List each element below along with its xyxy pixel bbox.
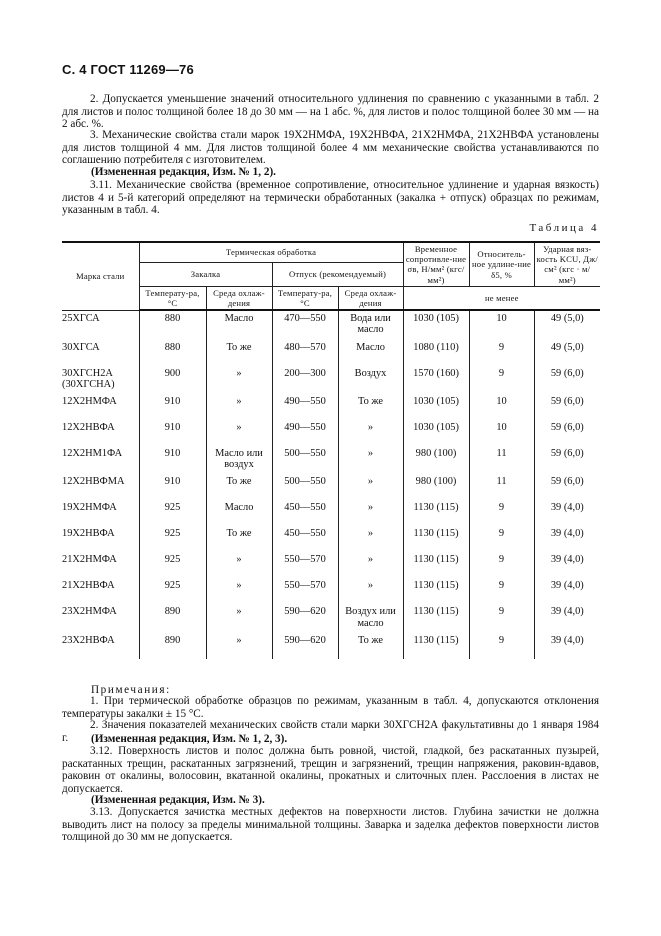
cell-quench-medium: » [206,633,272,659]
cell-elongation: 11 [469,474,534,500]
header-elongation: Относитель-ное удлине-ние δ5, % [469,242,534,286]
cell-quench-temp: 880 [139,340,206,366]
cell-temper-temp: 200—300 [272,366,338,394]
paragraph-3-12: 3.12. Поверхность листов и полос должна быть ровной, чистой, гладкой, без раскатанных пузырей, раскатанных трещин, раскатанных загрязнений, трещин и загрязнений, трещин напряжения, раковин-вдавов, раковин от окалины, волосовин, вкатанной окалины, прокатных и слиточных плен. Расслоения в листах не допускается. [62,745,599,795]
cell-quench-medium: То же [206,526,272,552]
table-row [62,340,600,366]
cell-grade: 30ХГСН2А (30ХГСНА) [62,367,115,390]
cell-quench-medium: » [206,578,272,604]
cell-quench-medium: То же [206,474,272,500]
cell-impact: 39 (4,0) [534,633,600,659]
cell-quench-temp: 925 [139,526,206,552]
cell-temper-medium: Воздух или масло [338,604,403,632]
cell-temper-medium: » [338,526,403,552]
header-impact: Ударная вяз-кость KCU, Дж/см² (кгс · м/мм²) [534,242,600,286]
cell-strength: 1130 (115) [403,526,469,552]
header-quench-temp: Температу-ра, °С [139,286,206,310]
cell-impact: 49 (5,0) [534,310,600,339]
header-quench-medium: Среда охлаж-дения [206,286,272,310]
cell-elongation: 9 [469,633,534,659]
table-row [62,552,600,578]
cell-impact: 39 (4,0) [534,500,600,526]
cell-temper-temp: 490—550 [272,394,338,420]
table-row [62,420,600,446]
cell-grade: 19Х2НВФА [62,528,115,540]
header-tempering: Отпуск (рекомендуемый) [272,262,403,286]
cell-impact: 59 (6,0) [534,366,600,394]
cell-strength: 1130 (115) [403,633,469,659]
cell-temper-medium: » [338,420,403,446]
cell-strength: 1080 (110) [403,340,469,366]
cell-temper-temp: 450—550 [272,526,338,552]
note-2: 2. Значения показателей механических свойств стали марки 30ХГСН2А факультативны до 1 января 1984 г. [62,719,599,744]
cell-grade: 30ХГСА [62,341,100,353]
table-row [62,604,600,632]
cell-quench-temp: 910 [139,394,206,420]
cell-strength: 1030 (105) [403,420,469,446]
table-row [62,633,600,659]
cell-grade: 12Х2НМ1ФА [62,448,123,460]
cell-temper-medium: » [338,474,403,500]
cell-grade: 19Х2НМФА [62,502,117,514]
amendment-note-2: (Измененная редакция, Изм. № 1, 2, 3). [91,733,288,745]
notes-title: Примечания: [91,684,171,696]
cell-strength: 1130 (115) [403,552,469,578]
cell-temper-medium: То же [338,633,403,659]
header-temper-temp: Температу-ра, °С [272,286,338,310]
cell-elongation: 11 [469,446,534,474]
cell-impact: 39 (4,0) [534,604,600,632]
cell-grade: 23Х2НМФА [62,606,117,618]
cell-grade: 25ХГСА [62,312,100,324]
table-row [62,394,600,420]
cell-elongation: 9 [469,578,534,604]
table-row [62,446,600,474]
cell-quench-temp: 910 [139,446,206,474]
cell-quench-temp: 910 [139,420,206,446]
cell-impact: 59 (6,0) [534,474,600,500]
cell-quench-temp: 925 [139,552,206,578]
cell-strength: 980 (100) [403,474,469,500]
cell-strength: 1130 (115) [403,500,469,526]
cell-temper-temp: 500—550 [272,474,338,500]
cell-strength: 1130 (115) [403,578,469,604]
cell-quench-temp: 890 [139,604,206,632]
cell-elongation: 10 [469,420,534,446]
cell-quench-temp: 880 [139,310,206,339]
cell-temper-medium: » [338,446,403,474]
cell-elongation: 9 [469,552,534,578]
header-heat-treatment: Термическая обработка [139,242,403,262]
cell-quench-medium: Масло или воздух [206,446,272,474]
cell-temper-medium: Воздух [338,366,403,394]
cell-elongation: 9 [469,526,534,552]
cell-strength: 1570 (160) [403,366,469,394]
cell-elongation: 9 [469,604,534,632]
cell-elongation: 10 [469,310,534,339]
header-min-values: не менее [403,286,600,310]
cell-impact: 59 (6,0) [534,446,600,474]
cell-temper-medium: Масло [338,340,403,366]
table-row [62,500,600,526]
cell-quench-temp: 925 [139,500,206,526]
note-1: 1. При термической обработке образцов по режимам, указанным в табл. 4, допускаются отклонения температуры закалки ± 15 °С. [62,695,599,720]
table-row [62,526,600,552]
cell-quench-temp: 900 [139,366,206,394]
table-row [62,474,600,500]
table-row [62,366,600,394]
table-row [62,310,600,339]
cell-quench-medium: » [206,604,272,632]
cell-elongation: 9 [469,366,534,394]
cell-grade: 23Х2НВФА [62,634,115,646]
cell-elongation: 10 [469,394,534,420]
cell-quench-medium: Масло [206,500,272,526]
cell-quench-medium: » [206,366,272,394]
cell-strength: 1130 (115) [403,604,469,632]
cell-strength: 1030 (105) [403,394,469,420]
cell-quench-medium: То же [206,340,272,366]
cell-quench-medium: » [206,552,272,578]
cell-temper-medium: » [338,552,403,578]
cell-temper-temp: 550—570 [272,552,338,578]
cell-grade: 12Х2НВФА [62,422,115,434]
cell-temper-medium: » [338,500,403,526]
table-caption: Таблица 4 [529,222,599,234]
cell-impact: 59 (6,0) [534,394,600,420]
cell-grade: 21Х2НВФА [62,580,115,592]
page-header: С. 4 ГОСТ 11269—76 [62,62,194,77]
cell-temper-temp: 450—550 [272,500,338,526]
cell-temper-medium: » [338,578,403,604]
cell-impact: 49 (5,0) [534,340,600,366]
cell-elongation: 9 [469,500,534,526]
cell-quench-temp: 910 [139,474,206,500]
cell-impact: 39 (4,0) [534,526,600,552]
cell-quench-medium: Масло [206,310,272,339]
cell-elongation: 9 [469,340,534,366]
cell-temper-medium: То же [338,394,403,420]
cell-strength: 1030 (105) [403,310,469,339]
header-quenching: Закалка [139,262,272,286]
amendment-note-3: (Измененная редакция, Изм. № 3). [91,794,265,806]
cell-impact: 39 (4,0) [534,578,600,604]
header-strength: Временное сопротивле-ние σв, Н/мм² (кгс/мм²) [403,242,469,286]
paragraph-3-13: 3.13. Допускается зачистка местных дефектов на поверхности листов. Глубина зачистки не должна выводить лист на полосу за пределы минимальной толщины. Заварка и заделка дефектов поверхности листов толщиной до 30 мм не допускается. [62,806,599,844]
cell-temper-temp: 590—620 [272,633,338,659]
cell-temper-temp: 490—550 [272,420,338,446]
table-row [62,578,600,604]
cell-quench-temp: 925 [139,578,206,604]
header-grade: Марка стали [62,242,139,310]
cell-grade: 12Х2НВФМА [62,476,125,488]
paragraph-3: 3. Механические свойства стали марок 19Х2НМФА, 19Х2НВФА, 21Х2НМФА, 21Х2НВФА установлены для листов толщиной 4 мм. Для листов толщиной более 4 мм механические свойства устанавливаются по соглашению потребителя с изготовителем. [62,129,599,167]
cell-strength: 980 (100) [403,446,469,474]
cell-impact: 59 (6,0) [534,420,600,446]
paragraph-3-11: 3.11. Механические свойства (временное сопротивление, относительное удлинение и ударная вязкость) листов 4 и 5-й категорий определяют на термически обработанных (закалка + отпуск) образцах по режимам, указанным в табл. 4. [62,179,599,217]
cell-temper-temp: 590—620 [272,604,338,632]
cell-impact: 39 (4,0) [534,552,600,578]
paragraph-2: 2. Допускается уменьшение значений относительного удлинения по сравнению с указанными в табл. 2 для листов и полос толщиной более 18 до 30 мм — на 1 абс. %, для листов и полос толщиной более 30 мм — на 2 абс. %. [62,93,599,131]
cell-quench-medium: » [206,420,272,446]
cell-grade: 12Х2НМФА [62,396,117,408]
cell-quench-medium: » [206,394,272,420]
cell-quench-temp: 890 [139,633,206,659]
cell-grade: 21Х2НМФА [62,554,117,566]
amendment-note-1: (Измененная редакция, Изм. № 1, 2). [91,166,276,178]
cell-temper-temp: 550—570 [272,578,338,604]
header-temper-medium: Среда охлаж-дения [338,286,403,310]
cell-temper-temp: 470—550 [272,310,338,339]
cell-temper-medium: Вода или масло [338,310,403,339]
cell-temper-temp: 480—570 [272,340,338,366]
cell-temper-temp: 500—550 [272,446,338,474]
properties-table [62,241,600,659]
